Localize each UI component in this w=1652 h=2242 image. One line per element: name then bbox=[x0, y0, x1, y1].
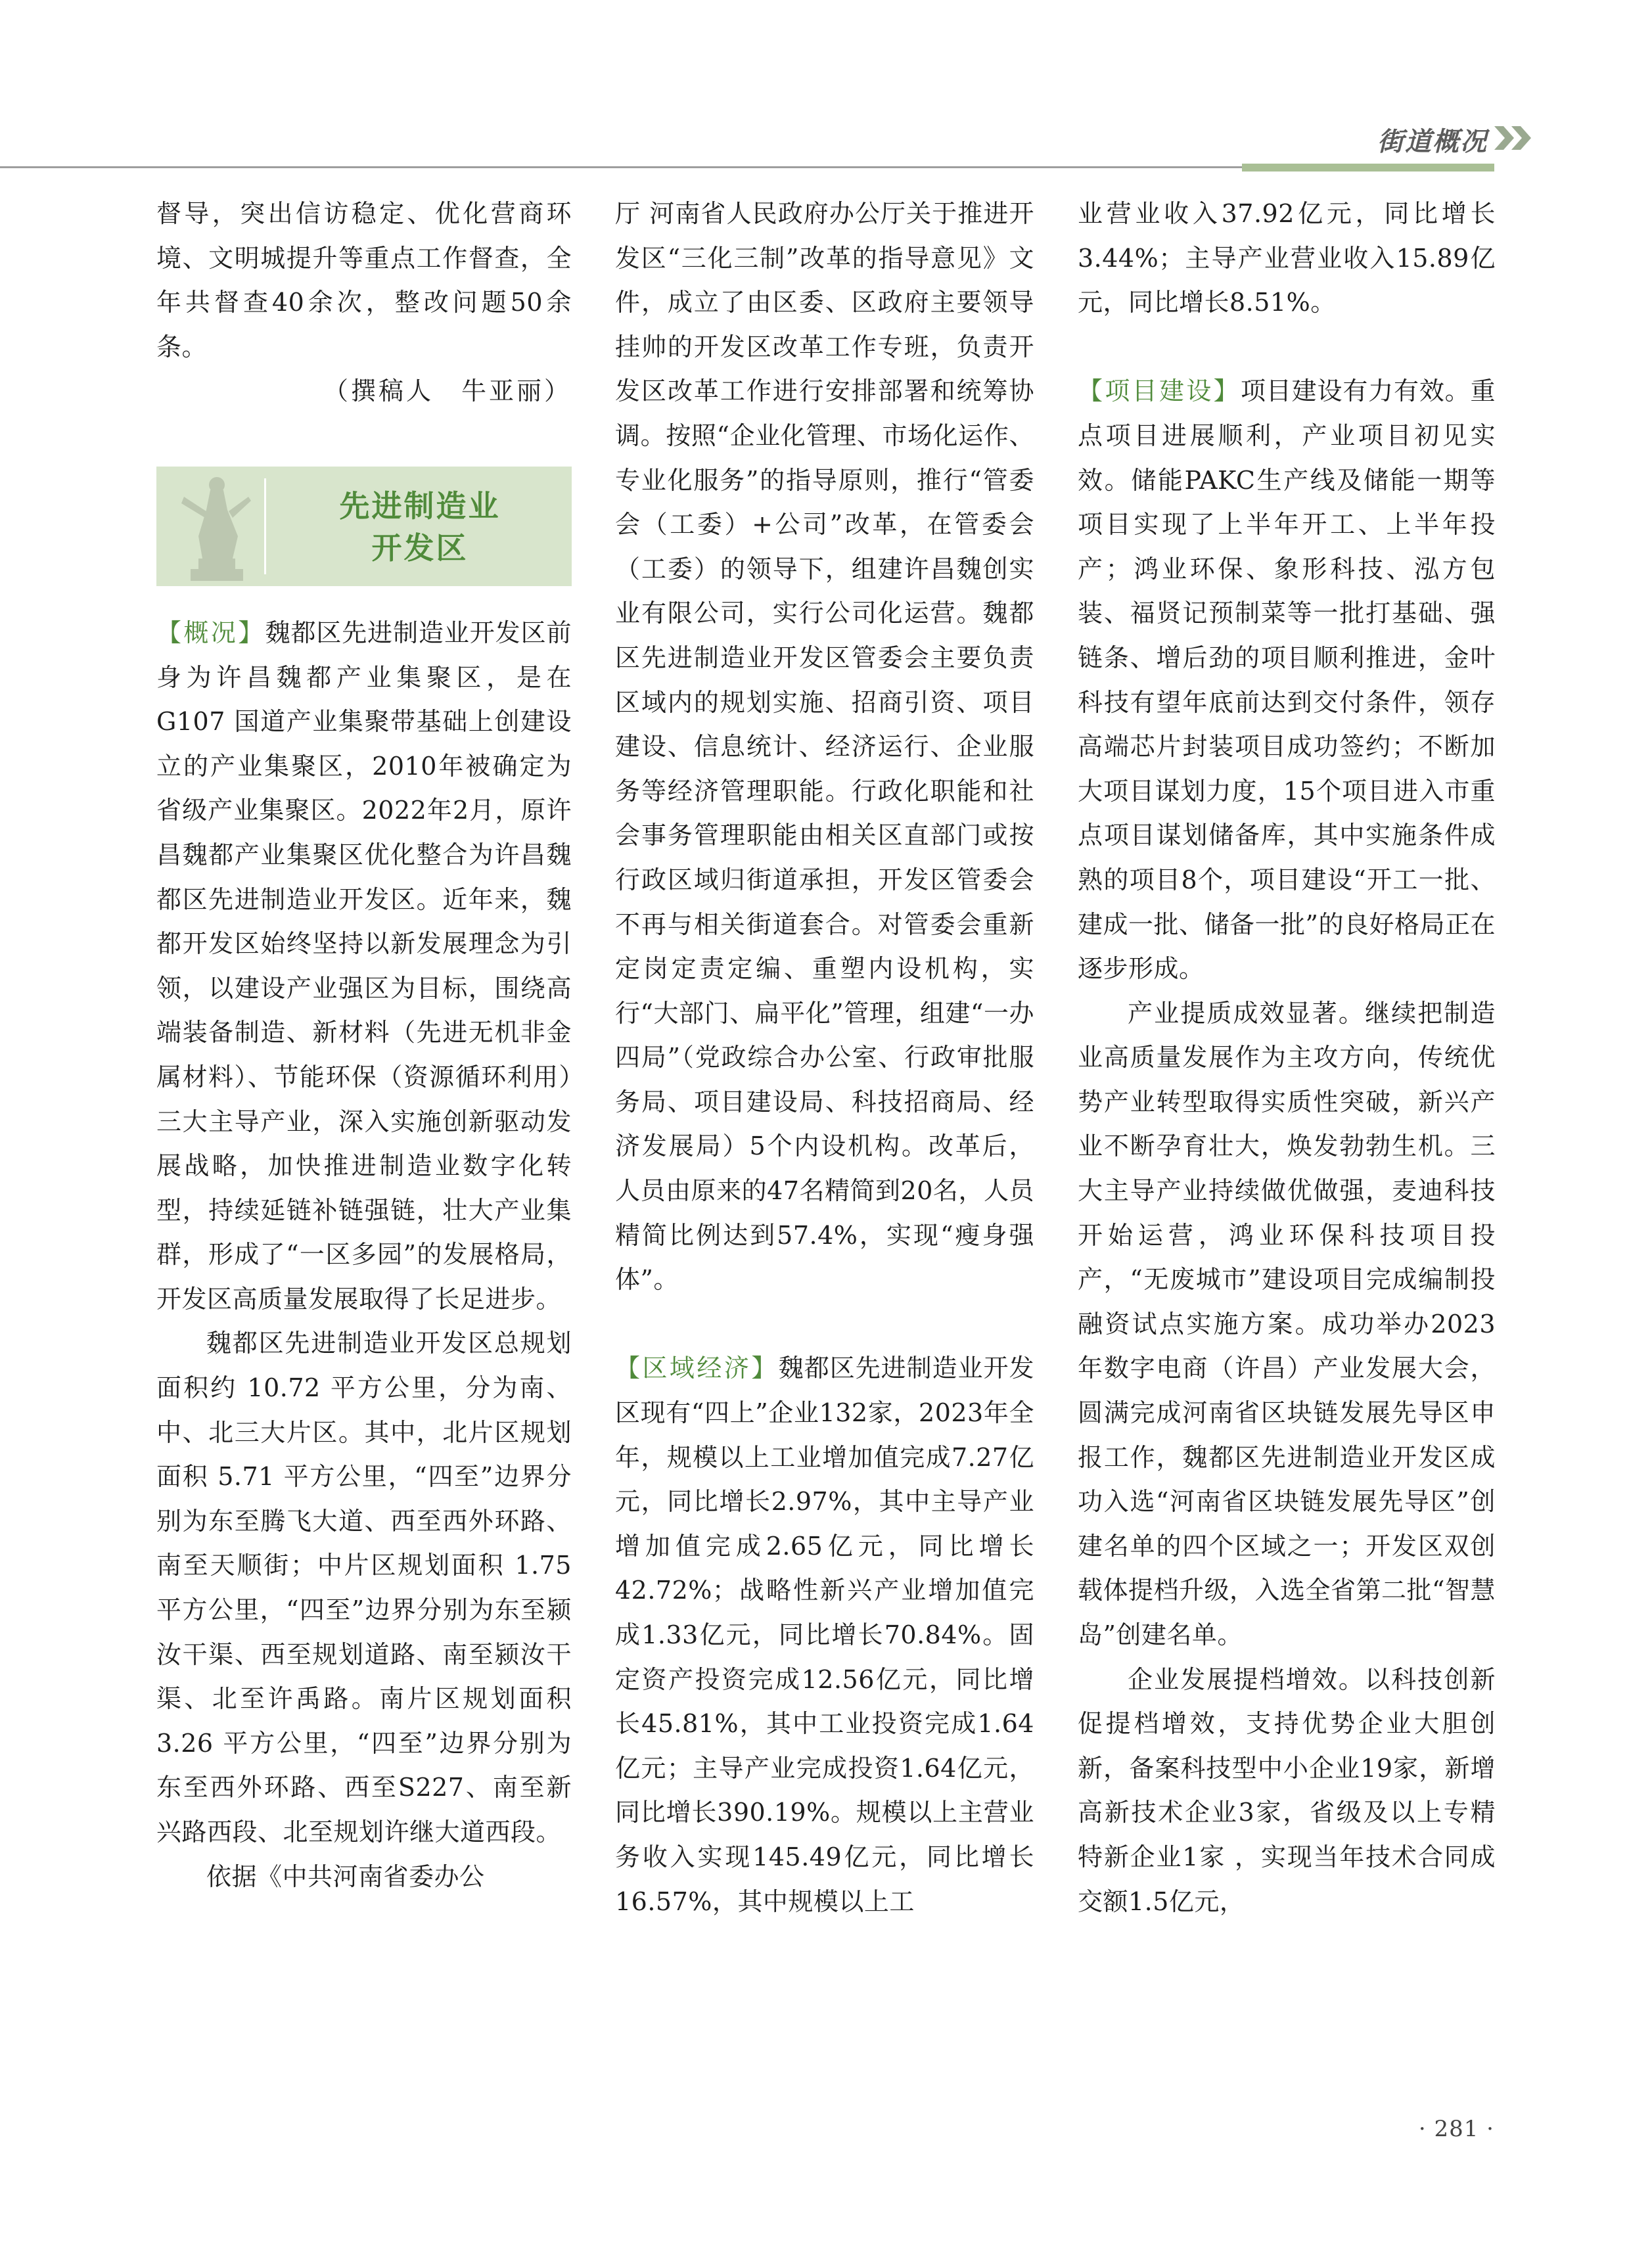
section-title-line-2: 开发区 bbox=[371, 530, 469, 566]
paragraph: 业营业收入37.92亿元，同比增长3.44%；主导产业营业收入15.89亿元，同比增长8.51%。 bbox=[1078, 199, 1496, 317]
section-title-line-1: 先进制造业 bbox=[339, 488, 501, 524]
banner-divider bbox=[264, 478, 266, 574]
paragraph: 依据《中共河南省委办公 bbox=[206, 1862, 485, 1891]
paragraph-overview bbox=[156, 611, 572, 1322]
page-number: · 281 · bbox=[1418, 2116, 1494, 2142]
header-rule bbox=[0, 166, 1242, 168]
section-title bbox=[268, 485, 572, 569]
project-label: 【项目建设】 bbox=[1078, 377, 1241, 406]
statue-icon bbox=[164, 470, 263, 583]
economy-text: 魏都区先进制造业开发区现有“四上”企业132家，2023年全年，规模以上工业增加值完成7.27亿元，同比增长2.97%，其中主导产业增加值完成2.65亿元，同比增长42.72%；战略性新兴产业增加值完成1.33亿元，同比增长70.84%。固定资产投资完成12.56亿元，同比增长45.81%，其中工业投资完成1.64亿元；主导产业完成投资1.64亿元，同比增长390.19%。规模以上主营业务收入实现145.49亿元，同比增长16.57%，其中规模以上工 bbox=[615, 1354, 1034, 1916]
column-1 bbox=[156, 192, 572, 1899]
overview-text: 魏都区先进制造业开发区前身为许昌魏都产业集聚区，是在G107 国道产业集聚带基础上创建设立的产业集聚区，2010年被确定为省级产业集聚区。2022年2月，原许昌魏都产业集聚区优化整合为许昌魏都区先进制造业开发区。近年来，魏都开发区始终坚持以新发展理念为引领，以建设产业强区为目标，围绕高端装备制造、新材料（先进无机非金属材料）、节能环保（资源循环利用）三大主导产业，深入实施创新驱动发展战略，加快推进制造业数字化转型，持续延链补链强链，壮大产业集群，形成了“一区多园”的发展格局，开发区高质量发展取得了长足进步。 bbox=[156, 618, 572, 1314]
column-3 bbox=[1078, 192, 1496, 1924]
paragraph: 产业提质成效显著。继续把制造业高质量发展作为主攻方向，传统优势产业转型取得实质性突破，新兴产业不断孕育壮大，焕发勃勃生机。三大主导产业持续做优做强，麦迪科技开始运营，鸿业环保科技项目投产，“无废城市”建设项目完成编制投融资试点实施方案。成功举办2023年数字电商（许昌）产业发展大会，圆满完成河南省区块链发展先导区申报工作，魏都区先进制造业开发区成功入选“河南省区块链发展先导区”创建名单的四个区域之一；开发区双创载体提档升级，入选全省第二批“智慧岛”创建名单。 bbox=[1078, 998, 1496, 1649]
header-accent-bar bbox=[1242, 164, 1494, 172]
running-header-title: 街道概况 bbox=[1377, 127, 1488, 157]
paragraph: 厅 河南省人民政府办公厅关于推进开发区“三化三制”改革的指导意见》文件，成立了由区委、区政府主要领导挂帅的开发区改革工作专班，负责开发区改革工作进行安排部署和统筹协调。按照“企业化管理、市场化运作、专业化服务”的指导原则，推行“管委会（工委）+公司”改革，在管委会（工委）的领导下，组建许昌魏创实业有限公司，实行公司化运营。魏都区先进制造业开发区管委会主要负责区域内的规划实施、招商引资、项目建设、信息统计、经济运行、企业服务等经济管理职能。行政化职能和社会事务管理职能由相关区直部门或按行政区域归街道承担，开发区管委会不再与相关街道套合。对管委会重新定岗定责定编、重塑内设机构，实行“大部门、扁平化”管理，组建“一办四局”（党政综合办公室、行政审批服务局、项目建设局、科技招商局、经济发展局）5个内设机构。改革后，人员由原来的47名精简到20名，人员精简比例达到57.4%，实现“瘦身强体”。 bbox=[615, 199, 1034, 1294]
economy-label: 【区域经济】 bbox=[615, 1354, 779, 1383]
paragraph: 企业发展提档增效。以科技创新促提档增效，支持优势企业大胆创新，备案科技型中小企业19家，新增高新技术企业3家，省级及以上专精特新企业1家 ，实现当年技术合同成交额1.5亿元， bbox=[1078, 1664, 1496, 1916]
section-banner bbox=[156, 467, 572, 586]
byline: （撰稿人 牛亚丽） bbox=[323, 377, 572, 406]
double-chevron-icon bbox=[1493, 125, 1535, 151]
paragraph: 督导，突出信访稳定、优化营商环境、文明城提升等重点工作督查，全年共督查40余次，整改问题50余条。 bbox=[156, 199, 572, 361]
overview-label: 【概况】 bbox=[156, 618, 265, 647]
paragraph-project bbox=[1078, 369, 1496, 991]
column-2 bbox=[615, 192, 1034, 1924]
paragraph: 魏都区先进制造业开发区总规划面积约 10.72 平方公里，分为南、中、北三大片区。其中，北片区规划面积 5.71 平方公里，“四至”边界分别为东至腾飞大道、西至西外环路、南至天顺街；中片区规划面积 1.75 平方公里，“四至”边界分别为东至颍汝干渠、西至规划道路、南至颍汝干渠、北至许禹路。南片区规划面积 3.26 平方公里，“四至”边界分别为东至西外环路、西至S227、南至新兴路西段、北至规划许继大道西段。 bbox=[156, 1329, 572, 1846]
paragraph-economy bbox=[615, 1346, 1034, 1924]
project-text: 项目建设有力有效。重点项目进展顺利，产业项目初见实效。储能PAKC生产线及储能一期等项目实现了上半年开工、上半年投产；鸿业环保、象形科技、泓方包装、福贤记预制菜等一批打基础、强链条、增后劲的项目顺利推进，金叶科技有望年底前达到交付条件，领存高端芯片封装项目成功签约；不断加大项目谋划力度，15个项目进入市重点项目谋划储备库，其中实施条件成熟的项目8个，项目建设“开工一批、建成一批、储备一批”的良好格局正在逐步形成。 bbox=[1078, 377, 1496, 984]
